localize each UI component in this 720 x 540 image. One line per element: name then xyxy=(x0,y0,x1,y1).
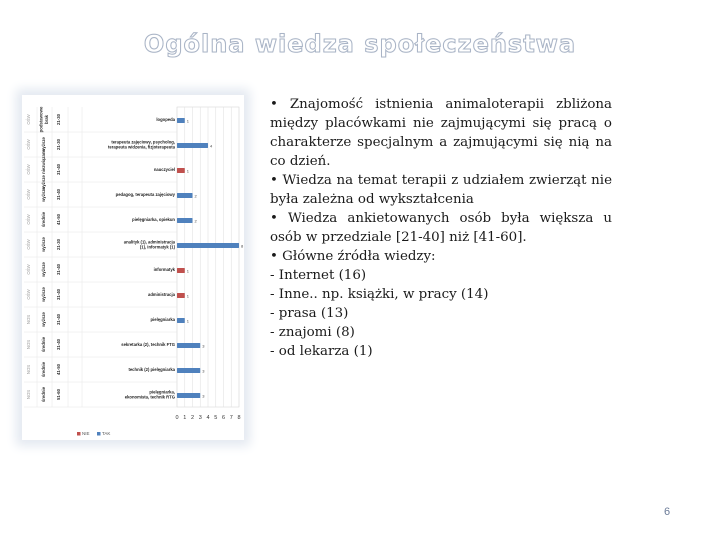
education-label: wyższe niezwiązane xyxy=(41,149,46,190)
age-label: 41-50 xyxy=(56,364,61,375)
group-label: NOS xyxy=(26,339,31,350)
summary-paragraph: - prasa (13) xyxy=(270,306,349,321)
category-label: pielęgniarka xyxy=(150,317,175,322)
age-label: 31-40 xyxy=(56,289,61,300)
category-label: sekretarka (2), technik FTG xyxy=(121,342,175,347)
bar-value-label: 1 xyxy=(186,268,189,274)
bar xyxy=(177,218,193,223)
x-tick-label: 1 xyxy=(183,415,187,421)
legend-swatch xyxy=(77,432,81,436)
bar-value-label: 3 xyxy=(202,343,205,349)
education-label: podstawowe xyxy=(38,106,44,133)
bar xyxy=(177,243,239,248)
education-label: średnie xyxy=(41,336,46,353)
category-label: technik (2) pielęgniarka xyxy=(128,367,175,372)
group-label: OŚW xyxy=(26,114,31,125)
group-label: NOS xyxy=(26,314,31,325)
page-number: 6 xyxy=(664,506,671,518)
bar-value-label: 3 xyxy=(202,368,205,374)
summary-text xyxy=(270,95,612,361)
legend-label: TAK xyxy=(102,431,111,436)
bar-value-label: 1 xyxy=(186,118,189,124)
group-label: NOS xyxy=(26,389,31,400)
category-label: analityk (1), administracja xyxy=(123,239,175,245)
x-tick-label: 5 xyxy=(214,415,218,421)
x-tick-label: 2 xyxy=(190,415,195,421)
category-label: ekonomista, technik RTG xyxy=(124,394,175,400)
bar xyxy=(177,118,185,123)
education-label: wyższe xyxy=(41,237,46,252)
age-label: 31-40 xyxy=(56,164,61,175)
legend-label: NIE xyxy=(82,431,90,436)
summary-paragraph: • Znajomość istnienia animaloterapii zbliżona między placówkami nie zajmującymi się pracą o charakterze specjalnym a zajmującymi się nią na co dzień. xyxy=(270,97,612,169)
category-label: nauczyciel xyxy=(153,167,175,172)
legend-swatch xyxy=(97,432,101,436)
x-tick-label: 3 xyxy=(198,415,202,421)
education-label: średnie xyxy=(41,386,46,403)
bar-value-label: 8 xyxy=(241,243,244,249)
bar xyxy=(177,193,193,198)
x-tick-label: 8 xyxy=(237,415,241,421)
age-label: 41-50 xyxy=(56,214,61,225)
bar xyxy=(177,368,200,373)
group-label: OŚW xyxy=(26,189,31,200)
category-label: pielęgniarka, xyxy=(149,389,175,395)
bar-value-label: 2 xyxy=(194,218,197,224)
bar xyxy=(177,143,208,148)
group-label: OŚW xyxy=(26,164,31,175)
age-label: 31-40 xyxy=(56,189,61,200)
age-label: 21-30 xyxy=(56,114,61,125)
education-label: wyższe xyxy=(41,137,46,152)
group-label: OŚW xyxy=(26,289,31,300)
education-label: wyższe xyxy=(41,287,46,302)
bar xyxy=(177,168,185,173)
summary-paragraph: • Wiedza na temat terapii z udziałem zwierząt nie była zależna od wykształcenia xyxy=(270,173,612,207)
bar-value-label: 4 xyxy=(210,143,213,149)
category-label: terapeuta zajęciowy, psycholog, xyxy=(111,139,175,145)
summary-paragraph: - Inne.. np. książki, w pracy (14) xyxy=(270,287,489,302)
education-label: brak xyxy=(43,114,49,125)
x-tick-label: 0 xyxy=(175,415,179,421)
slide-title: Ogólna wiedza społeczeństwa xyxy=(143,30,577,58)
bar-value-label: 2 xyxy=(194,193,197,199)
category-label: (1), informatyk (1) xyxy=(139,244,175,250)
summary-paragraph: - od lekarza (1) xyxy=(270,344,373,359)
education-label: wyższe xyxy=(41,187,46,202)
summary-paragraph: - znajomi (8) xyxy=(270,325,355,340)
category-label: informatyk xyxy=(153,267,175,272)
bar xyxy=(177,343,200,348)
age-label: 31-40 xyxy=(56,314,61,325)
category-label: pedagog, terapeuta zajęciowy xyxy=(115,192,175,197)
education-label: średnie xyxy=(41,361,46,378)
age-label: 31-40 xyxy=(56,339,61,350)
x-tick-label: 7 xyxy=(229,415,233,421)
bar-value-label: 1 xyxy=(186,318,189,324)
bar-value-label: 3 xyxy=(202,393,205,399)
category-label: logopeda xyxy=(156,117,175,122)
bar xyxy=(177,393,200,398)
education-label: średnie xyxy=(41,211,46,228)
chart-svg xyxy=(22,95,244,440)
summary-paragraph: - Internet (16) xyxy=(270,268,367,283)
age-label: 51-60 xyxy=(56,389,61,400)
age-label: 21-30 xyxy=(56,239,61,250)
summary-paragraph: • Wiedza ankietowanych osób była większa u osób w przedziale [21-40] niż [41-60]. xyxy=(270,211,612,245)
x-tick-label: 4 xyxy=(206,415,210,421)
category-label: terapeuta widzenia, fizjoterapeuta xyxy=(107,144,175,150)
summary-paragraph: • Główne źródła wiedzy: xyxy=(270,249,436,264)
age-label: 21-30 xyxy=(56,139,61,150)
group-label: OŚW xyxy=(26,214,31,225)
bar xyxy=(177,293,185,298)
bar xyxy=(177,318,185,323)
education-label: wyższe xyxy=(41,312,46,327)
group-label: NOS xyxy=(26,364,31,375)
group-label: OŚW xyxy=(26,239,31,250)
education-label: wyższe xyxy=(41,262,46,277)
group-label: OŚW xyxy=(26,264,31,275)
x-tick-label: 6 xyxy=(221,415,226,421)
bar xyxy=(177,268,185,273)
bar-value-label: 1 xyxy=(186,168,189,174)
category-label: pielęgniarka, opiekun xyxy=(132,217,175,222)
survey-bar-chart xyxy=(22,95,244,440)
category-label: administracja xyxy=(148,292,175,297)
group-label: OŚW xyxy=(26,139,31,150)
bar-value-label: 1 xyxy=(186,293,189,299)
age-label: 31-40 xyxy=(56,264,61,275)
